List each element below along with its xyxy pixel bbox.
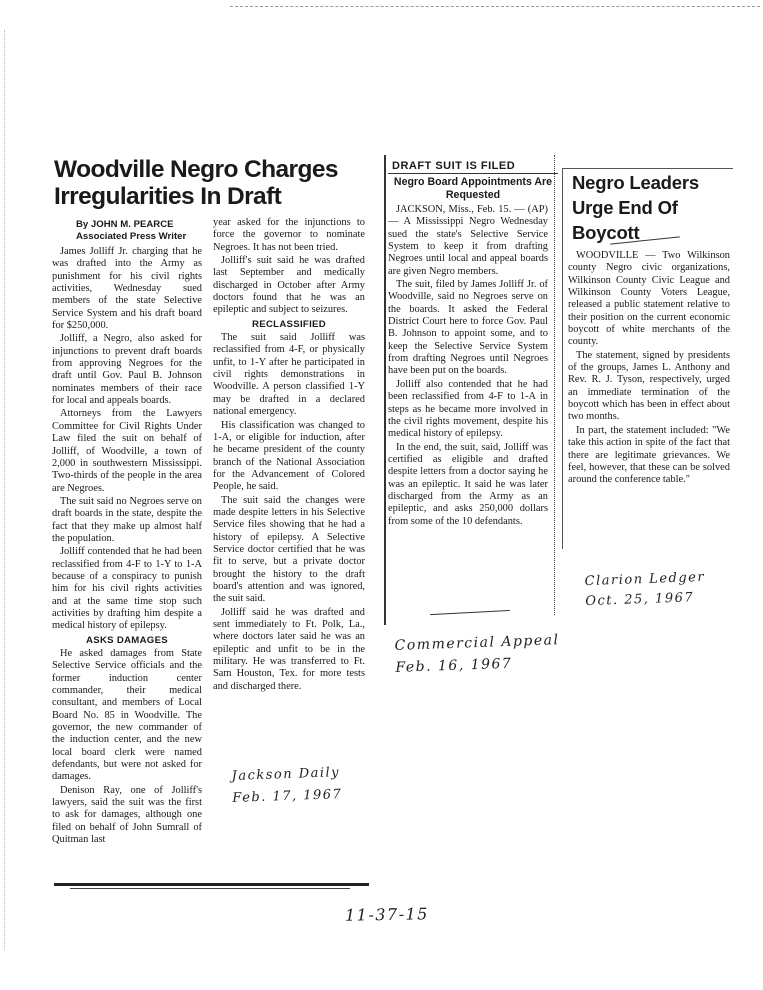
clip1-bottom-rule-thin (70, 888, 350, 889)
clip1-column-b (213, 217, 365, 694)
clip3-paragraph: In part, the statement included: "We take this action in spite of the fact that there are legitimate grievances. We feel, however, that these can be solved around the conference table." (568, 424, 730, 486)
clip3-headline: Negro Leaders Urge End Of Boycott (572, 172, 699, 243)
scan-edge-left (4, 30, 5, 950)
clip2-kicker: DRAFT SUIT IS FILED (388, 160, 558, 174)
clip1-paragraph: The suit said the changes were made despite letters in his Selective Service files showing that he had a history of epilepsy. A Selective Service doctor certified that he was fit to serve, but a private doctor brought the history to the draft board's attention and was ignored, the suit said. (213, 494, 365, 605)
clip2-deck: Negro Board Appointments Are Requested (393, 176, 553, 201)
clip1-paragraph: His classification was changed to 1-A, or eligible for induction, after he became president of the county branch of the National Association for the Advancement of Colored People, he said. (213, 419, 365, 493)
clip1-credit: Associated Press Writer (76, 231, 187, 242)
clip1-headline: Woodville Negro Charges Irregularities In Draft (54, 156, 338, 210)
clip1-subhead-reclassified: RECLASSIFIED (252, 318, 326, 330)
clipping-boycott (568, 170, 730, 560)
note-source: Commercial Appeal (394, 632, 560, 654)
clip2-left-border (384, 155, 386, 625)
clip1-column-a (52, 246, 202, 848)
clip2-paragraph: The suit, filed by James Jolliff Jr. of Woodville, said no Negroes serve on the boards. It asked the Federal District Court here to force Gov. Paul B. Johnson to appoint some, and to keep the Selective Service System from drafting Negroes until Negroes have been put on the boards. (388, 279, 548, 377)
clip1-paragraph: James Jolliff Jr. charging that he was drafted into the Army as punishment for his civil rights activities, Wednesday sued members of the state Selective Service System and his draft board for $250,000. (52, 246, 202, 332)
clip1-paragraph: Denison Ray, one of Jolliff's lawyers, said the suit was the first to ask for damages, although one filed on behalf of John Sumrall of Quitman last (52, 784, 202, 846)
note-source: Clarion Ledger (584, 569, 706, 590)
handwritten-file-number: 11-37-15 (344, 904, 430, 925)
scan-edge-top (230, 6, 760, 7)
clip2-paragraph: In the end, the suit, said, Jolliff was certified as eligible and drafted despite letters from a doctor saying he was an epileptic. It said he was later discharged from the Army as an epileptic, and asks 250,000 dollars from some of the 10 defendants. (388, 441, 548, 527)
clip1-paragraph: The suit said no Negroes serve on draft boards in the state, despite the fact that they make up almost half the population. (52, 495, 202, 544)
note-source: Jackson Daily (231, 765, 341, 784)
clip1-byline: By JOHN M. PEARCE (76, 219, 174, 230)
clip1-paragraph: Jolliff said he was drafted and sent immediately to Ft. Polk, La., where doctors later said he was an epileptic and unfit to be in the military. He was transferred to Ft. Sam Houston, Tex. for more tests and discharged there. (213, 606, 365, 692)
clip1-paragraph: Jolliff's suit said he was drafted last September and medically discharged in October after Army doctors found that he was an epileptic and subject to seizures. (213, 255, 365, 316)
clip2-paragraph: JACKSON, Miss., Feb. 15. — (AP) — A Mississippi Negro Wednesday sued the state's Selective Service System to keep it from drafting Negroes until local and appeal boards are given Negro members. (388, 204, 548, 277)
handwritten-commercial-appeal (394, 629, 560, 679)
clip3-body (568, 250, 730, 487)
note-date: Feb. 17, 1967 (232, 787, 343, 806)
clip1-paragraph: Attorneys from the Lawyers Committee for Civil Rights Under Law filed the suit on behalf of Jolliff, of Woodville, a town of 2,000 in southwestern Mississippi. Two-thirds of the people in the area are Negroes. (52, 408, 202, 494)
clip2-paragraph: Jolliff also contended that he had been reclassified from 4-F to 1-A in steps as he became more involved in the civil rights movement, despite his medical history of epilepsy. (388, 378, 548, 440)
clipping-draft-suit-filed (388, 160, 558, 620)
clip1-paragraph: He asked damages from State Selective Service officials and the former induction center commander, their medical consultant, and members of Local Board No. 85 in Woodville. The governor, the new commander of the induction center, and the new local board clerk were named defendants, but were not asked for damages. (52, 648, 202, 783)
handwritten-clarion-ledger (584, 568, 706, 612)
note-date: Feb. 16, 1967 (395, 655, 513, 676)
clip1-paragraph: The suit said Jolliff was reclassified from 4-F, or physically unfit, to 1-Y after he participated in civil rights demonstrations in Woodville. A person classified 1-Y may be drafted in a declared national emergency. (213, 332, 365, 418)
clip1-bottom-rule (54, 883, 369, 886)
clip3-paragraph: The statement, signed by presidents of the groups, James L. Anthony and Rev. R. J. Tyson, respectively, urged an immediate termination of the boycott which has been in effect about two months. (568, 349, 730, 423)
handwritten-jackson-daily (231, 762, 342, 810)
clip1-paragraph: Jolliff contended that he had been reclassified from 4-F to 1-Y to 1-A because of a conspiracy to punish him for his civil rights activities and at the same time stop such activities by drafting him despite a medical history of epilepsy. (52, 546, 202, 632)
clip1-paragraph: year asked for the injunctions to force the governor to nominate Negroes. It has not been tried. (213, 217, 365, 253)
clip1-byline-block (76, 219, 226, 243)
note-date: Oct. 25, 1967 (585, 590, 695, 610)
clip1-paragraph: Jolliff, a Negro, also asked for injunctions to prevent draft boards from approving Negroes for the draft until Gov. Paul B. Johnson nominates members of their race for local and appeals boards. (52, 333, 202, 407)
clip2-body (388, 204, 548, 528)
clip3-paragraph: WOODVILLE — Two Wilkinson county Negro civic organizations, Wilkinson County Civic League and Wilkinson County Voters League, released a public statement relative to their position on the current economic boycott of white merchants of the county. (568, 250, 730, 348)
clip1-subhead-damages: ASKS DAMAGES (86, 634, 168, 646)
